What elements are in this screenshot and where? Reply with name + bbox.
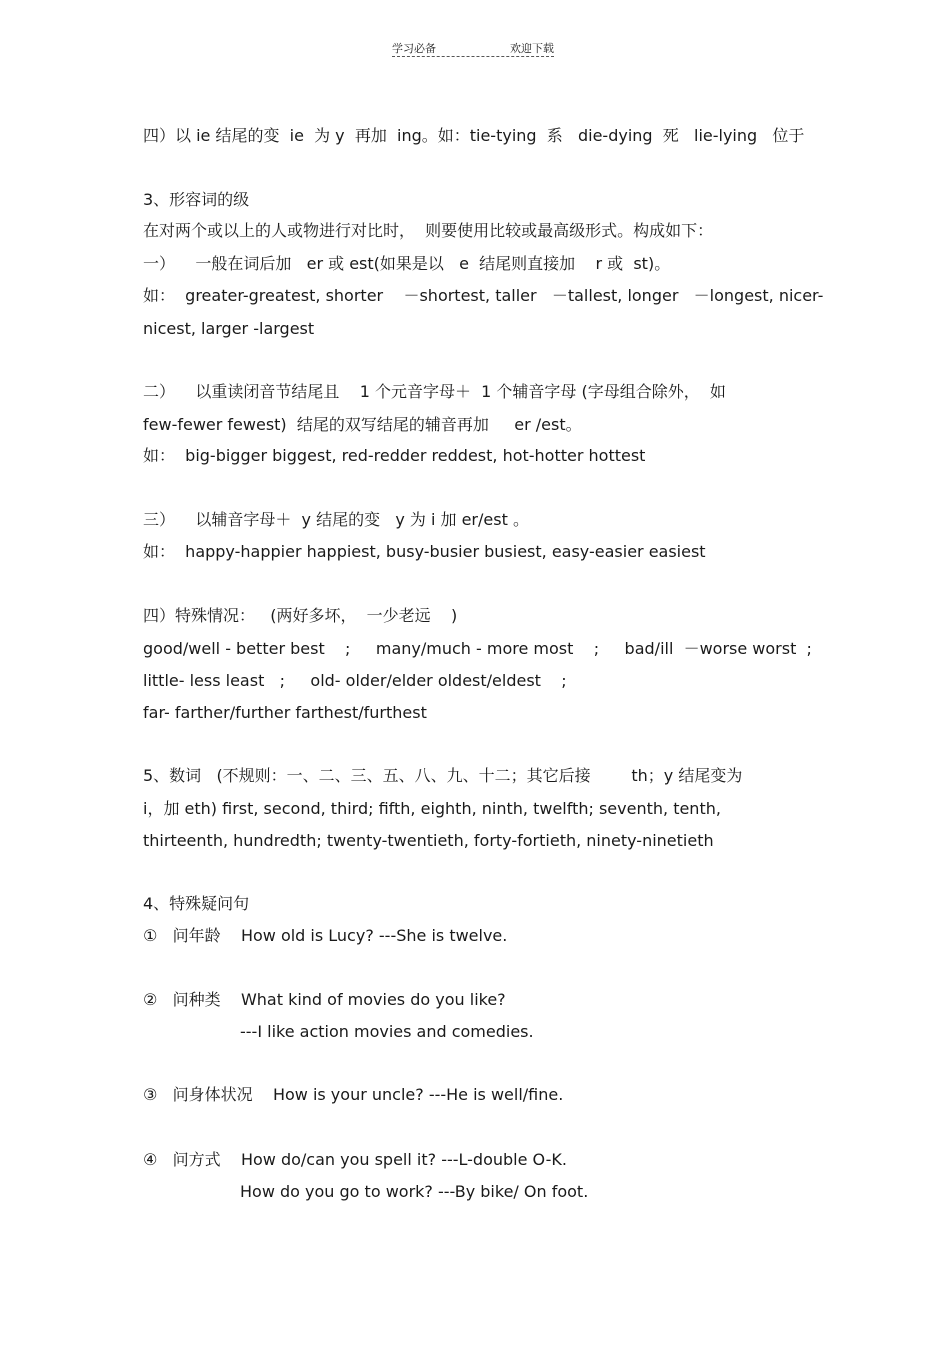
text-line: 四）特殊情况： (两好多坏， 一少老远 ) [143,606,458,625]
text-line: far- farther/further farthest/furthest [143,703,427,722]
text-line: i，加 eth) first, second, third; fifth, eighth, ninth, twelfth; seventh, tenth, [143,799,721,818]
text-line: 如： happy-happier happiest, busy-busier busiest, easy-easier easiest [143,542,706,561]
question-item: ③ 问身体状况 How is your uncle? ---He is well/fine. [143,1085,564,1104]
question-item: ① 问年龄 How old is Lucy? ---She is twelve. [143,926,508,945]
question-item: ② 问种类 What kind of movies do you like? [143,990,506,1009]
text-line: thirteenth, hundredth; twenty-twentieth, forty-fortieth, ninety-ninetieth [143,831,714,850]
text-line: nicest, larger -largest [143,319,315,338]
section-title: 3、形容词的级 [143,190,250,209]
answer-line: How do you go to work? ---By bike/ On foot. [240,1182,589,1201]
text-line: few-fewer fewest) 结尾的双写结尾的辅音再加 er /est。 [143,415,582,434]
text-line: 四）以 ie 结尾的变 ie 为 y 再加 ing。如：tie-tying 系 die-dying 死 lie-lying 位于 [143,126,805,145]
section-title: 5、数词 (不规则：一、二、三、五、八、九、十二；其它后接 th；y 结尾变为 [143,766,743,785]
page-header [392,40,554,57]
text-line: little- less least ; old- older/elder oldest/eldest ; [143,671,567,690]
text-line: 如： greater-greatest, shorter －shortest, taller －tallest, longer －longest, nicer- [143,286,824,305]
header-right: 欢迎下载 [510,42,554,55]
text-line: good/well - better best ; many/much - more most ; bad/ill －worse worst ; [143,639,812,658]
text-line: 在对两个或以上的人或物进行对比时， 则要使用比较或最高级形式。构成如下： [143,221,714,240]
text-line: 二） 以重读闭音节结尾且 1 个元音字母＋ 1 个辅音字母 (字母组合除外， 如 [143,382,726,401]
answer-line: ---I like action movies and comedies. [240,1022,534,1041]
question-item: ④ 问方式 How do/can you spell it? ---L-double O-K. [143,1150,567,1169]
text-line: 三） 以辅音字母＋ y 结尾的变 y 为 i 加 er/est 。 [143,510,529,529]
section-title: 4、特殊疑问句 [143,894,250,913]
header-left: 学习必备 [392,42,436,55]
text-line: 如： big-bigger biggest, red-redder reddest, hot-hotter hottest [143,446,646,465]
text-line: 一） 一般在词后加 er 或 est(如果是以 e 结尾则直接加 r 或 st)。 [143,254,671,273]
